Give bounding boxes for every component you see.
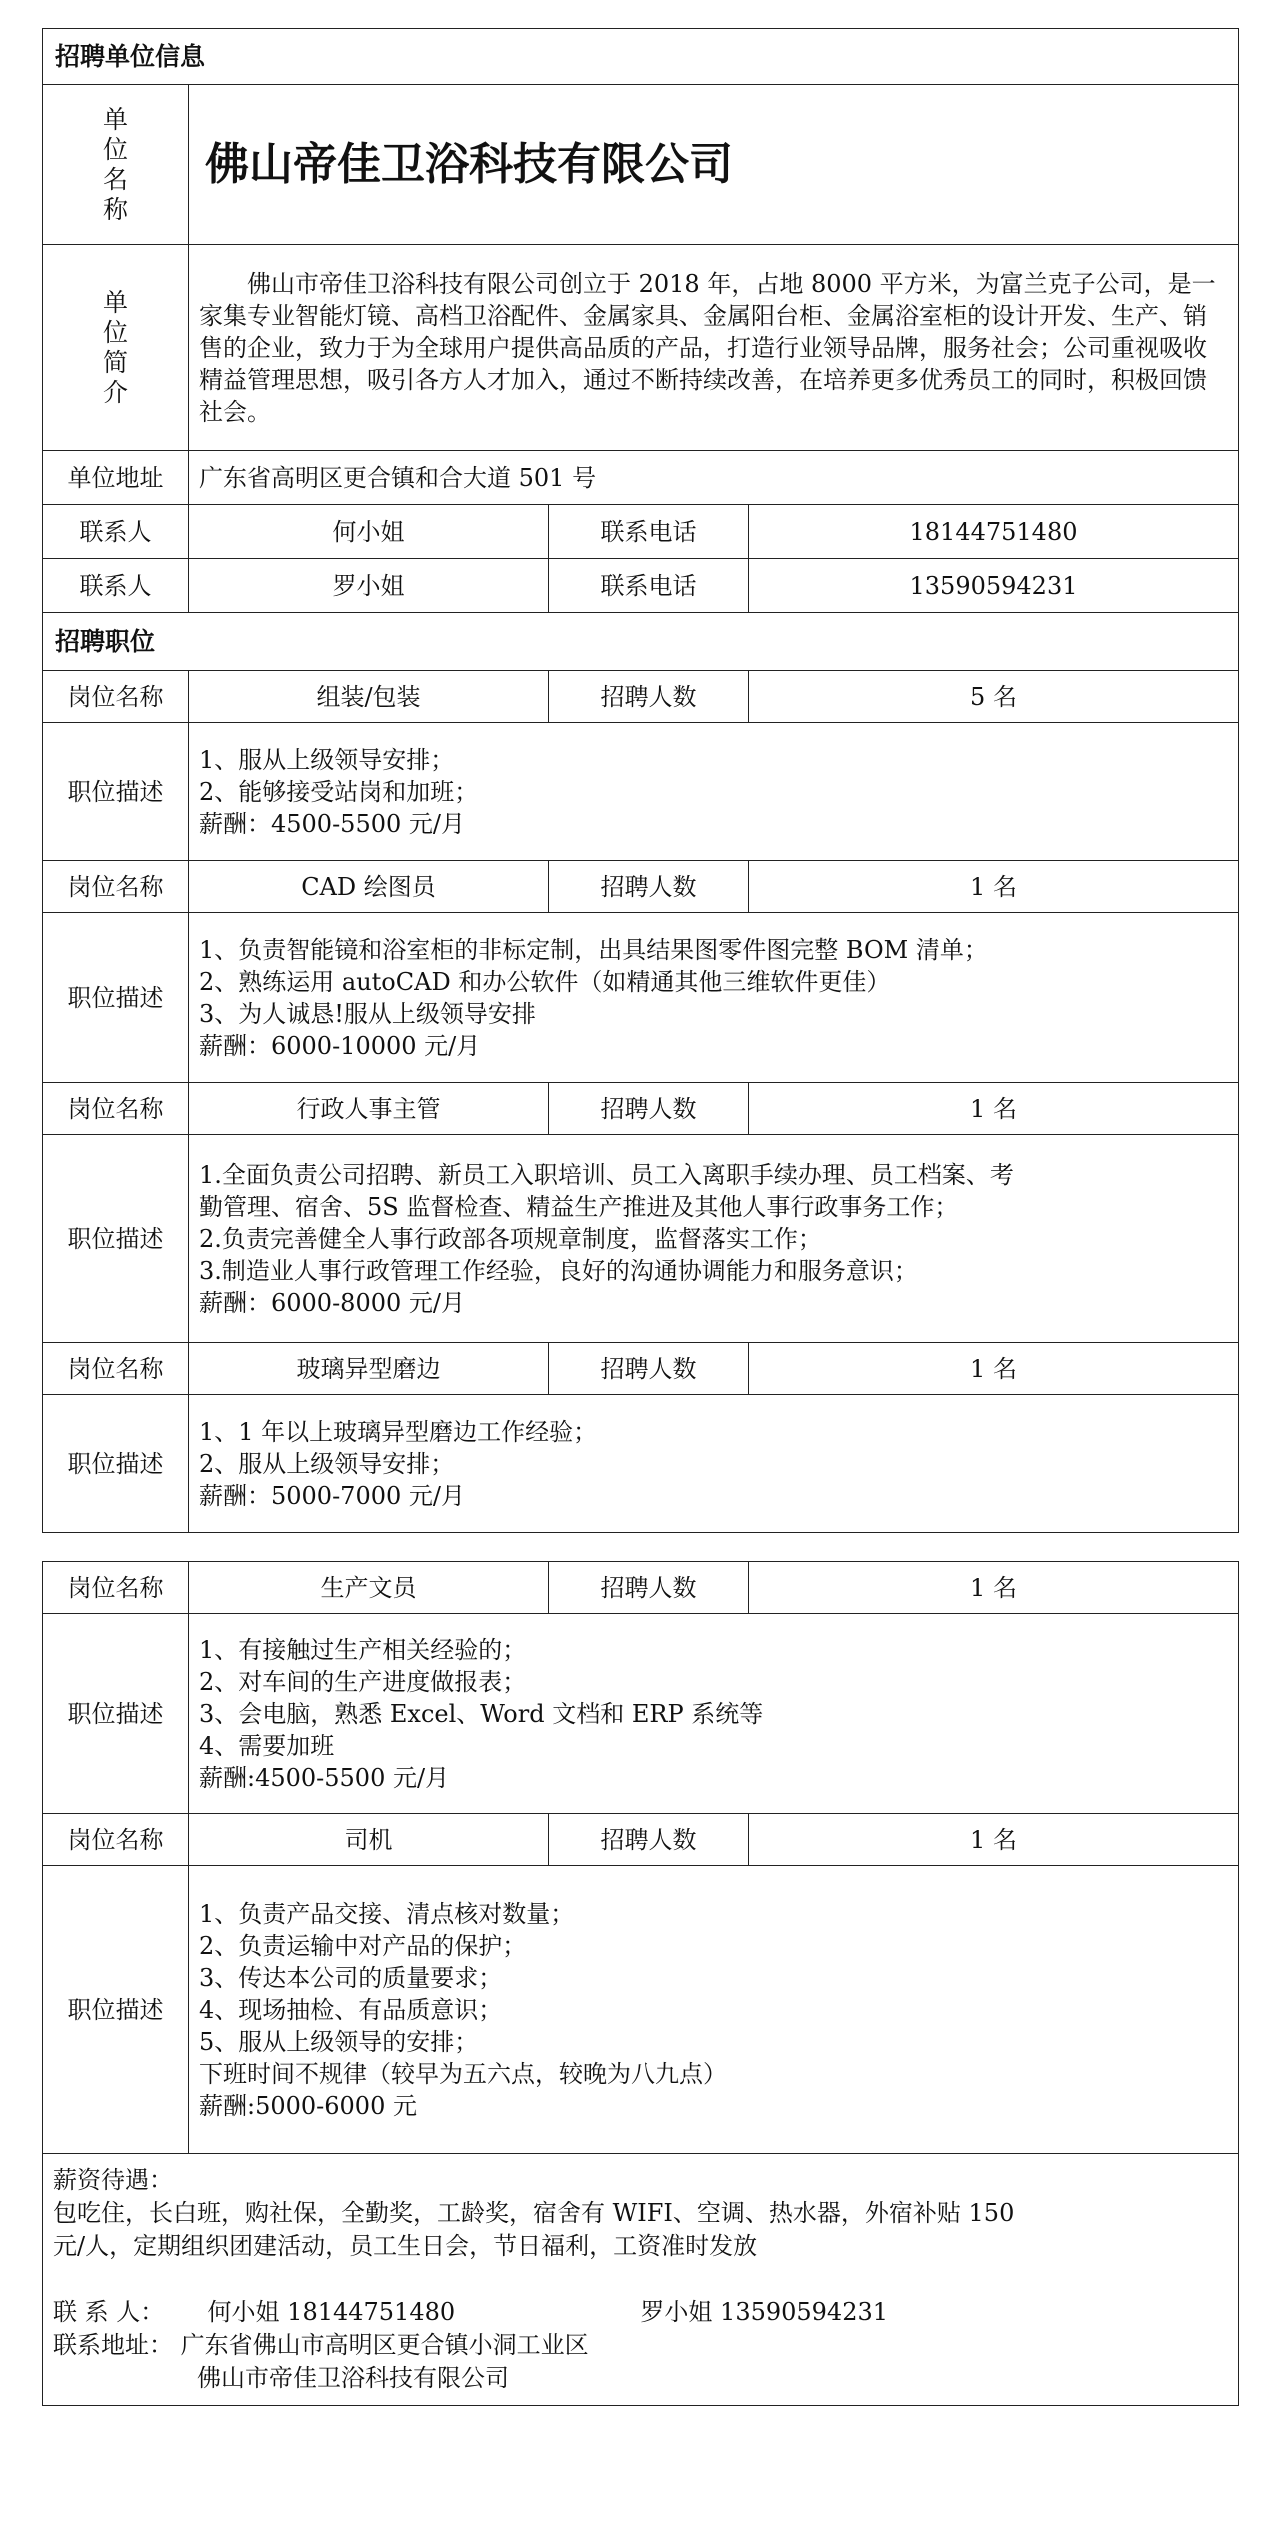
desc-label: 职位描述 bbox=[43, 1395, 189, 1533]
position-header-row bbox=[43, 671, 1239, 723]
position-description: 1、1 年以上玻璃异型磨边工作经验； 2、服从上级领导安排； 薪酬：5000-7000 元/月 bbox=[189, 1395, 1239, 1533]
contact-phone: 13590594231 bbox=[749, 559, 1239, 613]
welfare-line: 元/人，定期组织团建活动，员工生日会，节日福利，工资准时发放 bbox=[53, 2232, 758, 2260]
contact-1: 何小姐 18144751480 bbox=[207, 2298, 456, 2326]
positions-table-2 bbox=[42, 1561, 1239, 2406]
position-description: 1、负责智能镜和浴室柜的非标定制，出具结果图零件图完整 BOM 清单； 2、熟练运用 autoCAD 和办公软件（如精通其他三维软件更佳） 3、为人诚恳!服从上级领导安排 薪酬：6000-10000 元/月 bbox=[189, 913, 1239, 1083]
position-count: 1 名 bbox=[749, 861, 1239, 913]
contact-label: 联 系 人： bbox=[53, 2298, 165, 2326]
position-count: 1 名 bbox=[749, 1814, 1239, 1866]
contact-name: 何小姐 bbox=[189, 505, 549, 559]
position-title: 组装/包装 bbox=[189, 671, 549, 723]
contact-phone: 18144751480 bbox=[749, 505, 1239, 559]
company-address: 广东省高明区更合镇和合大道 501 号 bbox=[189, 451, 1239, 505]
desc-label: 职位描述 bbox=[43, 1135, 189, 1343]
count-label: 招聘人数 bbox=[549, 1343, 749, 1395]
section-company-title: 招聘单位信息 bbox=[43, 29, 1239, 85]
welfare-contacts bbox=[53, 2296, 1228, 2329]
count-label: 招聘人数 bbox=[549, 1562, 749, 1614]
welfare-heading: 薪资待遇： bbox=[53, 2166, 173, 2194]
contact-phone-label: 联系电话 bbox=[549, 559, 749, 613]
position-label: 岗位名称 bbox=[43, 1562, 189, 1614]
section-positions-title: 招聘职位 bbox=[43, 613, 1239, 671]
company-info-table bbox=[42, 28, 1239, 1533]
position-desc-row bbox=[43, 1866, 1239, 2154]
position-title: 玻璃异型磨边 bbox=[189, 1343, 549, 1395]
position-count: 1 名 bbox=[749, 1562, 1239, 1614]
welfare-row bbox=[43, 2154, 1239, 2406]
position-header-row bbox=[43, 1083, 1239, 1135]
address-line-1: 广东省佛山市高明区更合镇小洞工业区 bbox=[180, 2331, 589, 2359]
position-label: 岗位名称 bbox=[43, 861, 189, 913]
position-desc-row bbox=[43, 723, 1239, 861]
contact-label: 联系人 bbox=[43, 559, 189, 613]
company-name: 佛山帝佳卫浴科技有限公司 bbox=[189, 85, 1239, 245]
contact-phone-label: 联系电话 bbox=[549, 505, 749, 559]
count-label: 招聘人数 bbox=[549, 671, 749, 723]
address-line-2: 佛山市帝佳卫浴科技有限公司 bbox=[197, 2364, 509, 2392]
position-desc-row bbox=[43, 913, 1239, 1083]
label-company-name: 单 位 名 称 bbox=[43, 85, 189, 245]
position-desc-row bbox=[43, 1395, 1239, 1533]
position-desc-row bbox=[43, 1614, 1239, 1814]
desc-label: 职位描述 bbox=[43, 1866, 189, 2154]
contact-name: 罗小姐 bbox=[189, 559, 549, 613]
position-label: 岗位名称 bbox=[43, 1083, 189, 1135]
count-label: 招聘人数 bbox=[549, 1083, 749, 1135]
label-company-intro: 单 位 简 介 bbox=[43, 245, 189, 451]
contact-label: 联系人 bbox=[43, 505, 189, 559]
position-header-row bbox=[43, 1562, 1239, 1614]
position-description: 1.全面负责公司招聘、新员工入职培训、员工入离职手续办理、员工档案、考 勤管理、宿舍、5S 监督检查、精益生产推进及其他人事行政事务工作； 2.负责完善健全人事行政部各项规章制度，监督落实工作； 3.制造业人事行政管理工作经验，良好的沟通协调能力和服务意识； 薪酬：6000-8000 元/月 bbox=[189, 1135, 1239, 1343]
position-count: 1 名 bbox=[749, 1343, 1239, 1395]
position-desc-row bbox=[43, 1135, 1239, 1343]
position-header-row bbox=[43, 1343, 1239, 1395]
address-label: 联系地址： bbox=[53, 2331, 173, 2359]
count-label: 招聘人数 bbox=[549, 1814, 749, 1866]
count-label: 招聘人数 bbox=[549, 861, 749, 913]
welfare-line: 包吃住，长白班，购社保，全勤奖，工龄奖，宿舍有 WIFI、空调、热水器，外宿补贴 150 bbox=[53, 2199, 1015, 2227]
position-title: CAD 绘图员 bbox=[189, 861, 549, 913]
position-count: 5 名 bbox=[749, 671, 1239, 723]
desc-label: 职位描述 bbox=[43, 913, 189, 1083]
position-title: 司机 bbox=[189, 1814, 549, 1866]
contact-2: 罗小姐 13590594231 bbox=[640, 2298, 889, 2326]
contact-row bbox=[43, 505, 1239, 559]
position-description: 1、有接触过生产相关经验的； 2、对车间的生产进度做报表； 3、会电脑，熟悉 Excel、Word 文档和 ERP 系统等 4、需要加班 薪酬:4500-5500 元/月 bbox=[189, 1614, 1239, 1814]
position-title: 生产文员 bbox=[189, 1562, 549, 1614]
position-title: 行政人事主管 bbox=[189, 1083, 549, 1135]
position-label: 岗位名称 bbox=[43, 1343, 189, 1395]
position-label: 岗位名称 bbox=[43, 671, 189, 723]
contact-row bbox=[43, 559, 1239, 613]
welfare-address bbox=[53, 2329, 1228, 2362]
welfare-block bbox=[43, 2154, 1239, 2406]
position-description: 1、服从上级领导安排； 2、能够接受站岗和加班； 薪酬：4500-5500 元/月 bbox=[189, 723, 1239, 861]
position-description: 1、负责产品交接、清点核对数量； 2、负责运输中对产品的保护； 3、传达本公司的质量要求； 4、现场抽检、有品质意识； 5、服从上级领导的安排； 下班时间不规律（较早为五六点，较晚为八九点） 薪酬:5000-6000 元 bbox=[189, 1866, 1239, 2154]
position-header-row bbox=[43, 1814, 1239, 1866]
desc-label: 职位描述 bbox=[43, 723, 189, 861]
desc-label: 职位描述 bbox=[43, 1614, 189, 1814]
label-address: 单位地址 bbox=[43, 451, 189, 505]
position-header-row bbox=[43, 861, 1239, 913]
position-label: 岗位名称 bbox=[43, 1814, 189, 1866]
company-intro: 佛山市帝佳卫浴科技有限公司创立于 2018 年，占地 8000 平方米，为富兰克子公司，是一家集专业智能灯镜、高档卫浴配件、金属家具、金属阳台柜、金属浴室柜的设计开发、生产、销售的企业，致力于为全球用户提供高品质的产品，打造行业领导品牌，服务社会；公司重视吸收精益管理思想，吸引各方人才加入，通过不断持续改善，在培养更多优秀员工的同时，积极回馈社会。 bbox=[189, 245, 1239, 451]
position-count: 1 名 bbox=[749, 1083, 1239, 1135]
recruitment-sheet bbox=[42, 28, 1238, 2406]
